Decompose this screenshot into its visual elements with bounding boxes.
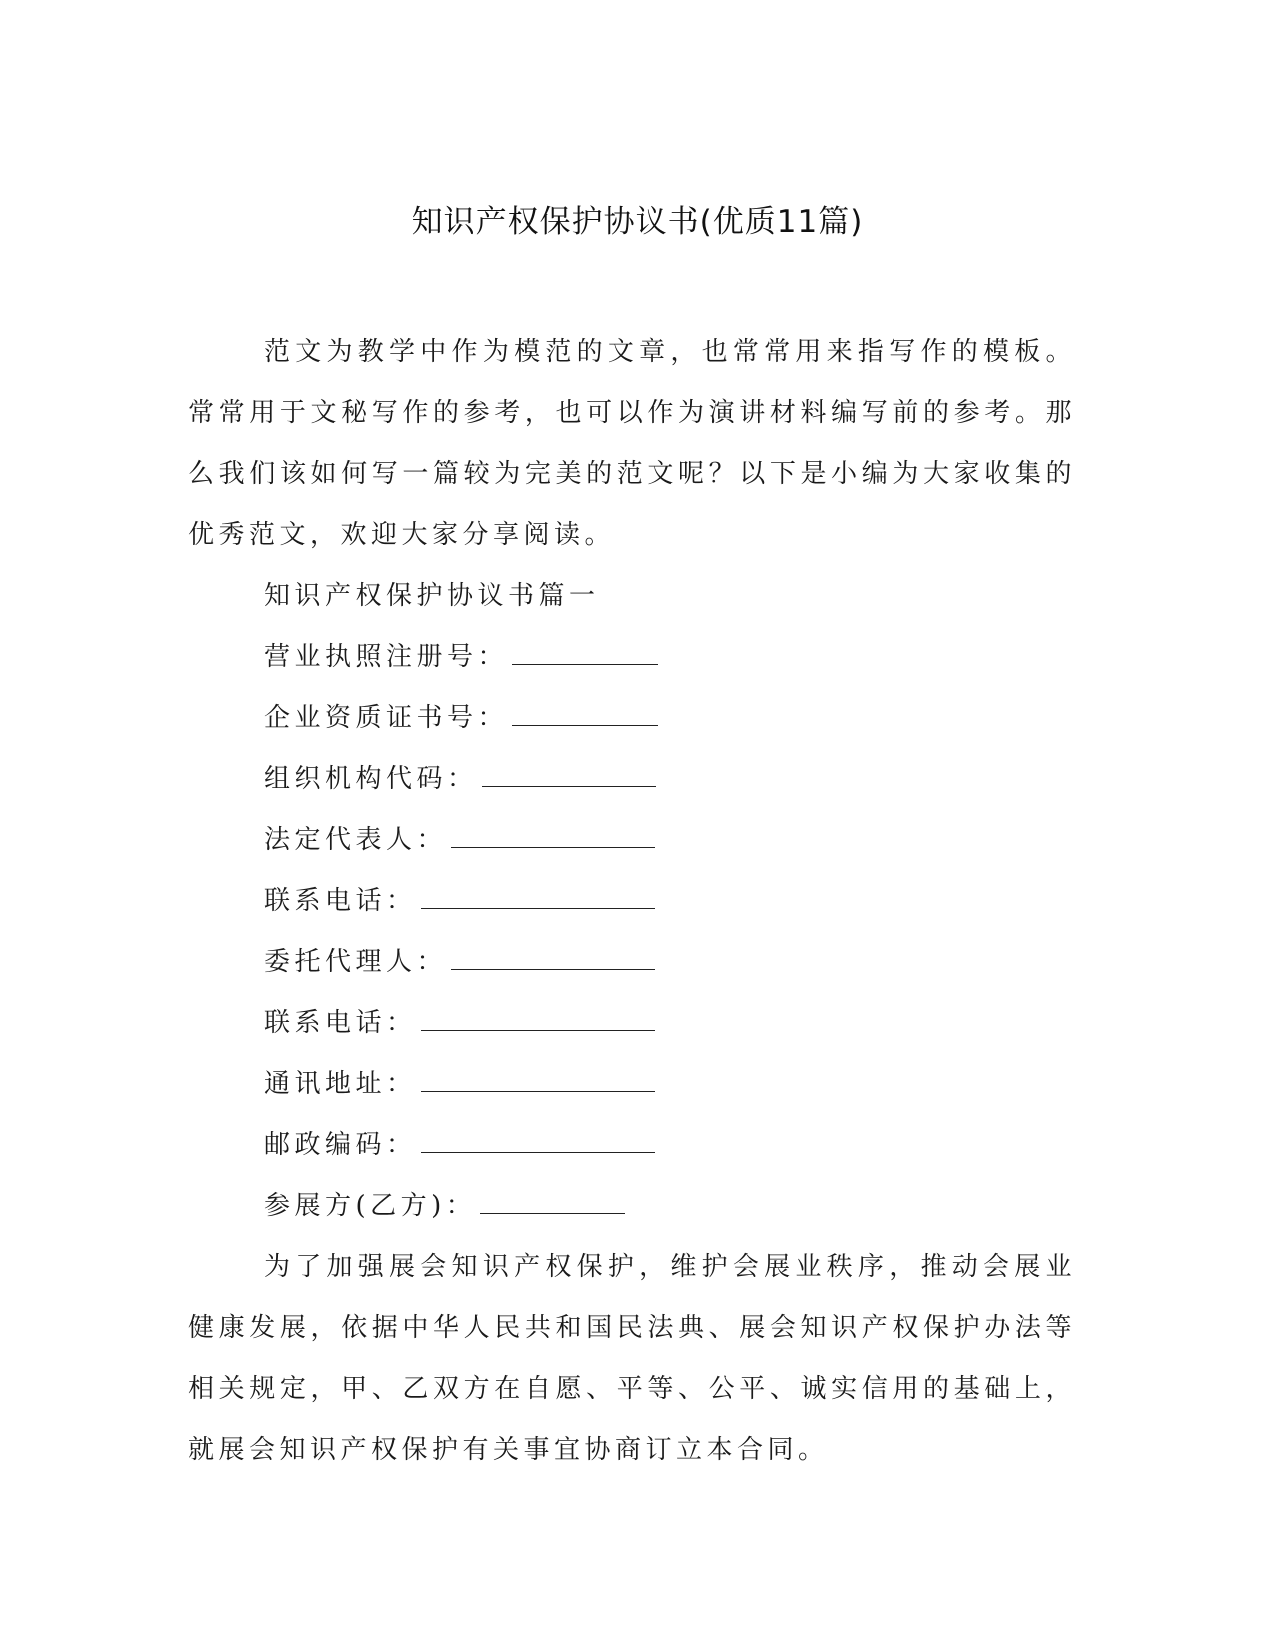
- intro-paragraph: 范文为教学中作为模范的文章，也常常用来指写作的模板。常常用于文秘写作的参考，也可以作为演讲材料编写前的参考。那么我们该如何写一篇较为完美的范文呢？以下是小编为大家收集的优秀范文，欢迎大家分享阅读。: [188, 337, 1076, 550]
- form-field: [188, 749, 1076, 810]
- document-body: [188, 322, 1076, 1481]
- field-label: 通讯地址：: [264, 1069, 417, 1099]
- fill-in-blank: [421, 882, 655, 909]
- fill-in-blank: [421, 1065, 655, 1092]
- field-label: 企业资质证书号：: [264, 703, 509, 733]
- field-label: 组织机构代码：: [264, 764, 478, 794]
- form-field: [188, 1176, 1076, 1237]
- form-field: [188, 932, 1076, 993]
- fill-in-blank: [512, 699, 658, 726]
- fill-in-blank: [421, 1004, 655, 1031]
- section-heading: 知识产权保护协议书篇一: [264, 581, 600, 611]
- field-label: 法定代表人：: [264, 825, 448, 855]
- form-field: [188, 1054, 1076, 1115]
- field-label: 邮政编码：: [264, 1130, 417, 1160]
- fill-in-blank: [451, 821, 655, 848]
- fill-in-blank: [512, 638, 658, 665]
- form-field: [188, 688, 1076, 749]
- document-title: 知识产权保护协议书(优质11篇): [411, 204, 864, 240]
- form-field: [188, 627, 1076, 688]
- fill-in-blank: [482, 760, 656, 787]
- fill-in-blank: [421, 1126, 655, 1153]
- field-label: 联系电话：: [264, 886, 417, 916]
- field-label: 委托代理人：: [264, 947, 448, 977]
- fill-in-blank: [451, 943, 655, 970]
- form-field: [188, 993, 1076, 1054]
- field-label: 联系电话：: [264, 1008, 417, 1038]
- field-label: 参展方(乙方)：: [264, 1191, 477, 1221]
- field-label: 营业执照注册号：: [264, 642, 509, 672]
- form-field: [188, 871, 1076, 932]
- closing-paragraph: 为了加强展会知识产权保护，维护会展业秩序，推动会展业健康发展，依据中华人民共和国民法典、展会知识产权保护办法等相关规定，甲、乙双方在自愿、平等、公平、诚实信用的基础上，就展会知识产权保护有关事宜协商订立本合同。: [188, 1252, 1076, 1465]
- form-field: [188, 810, 1076, 871]
- form-field: [188, 1115, 1076, 1176]
- fill-in-blank: [480, 1187, 625, 1214]
